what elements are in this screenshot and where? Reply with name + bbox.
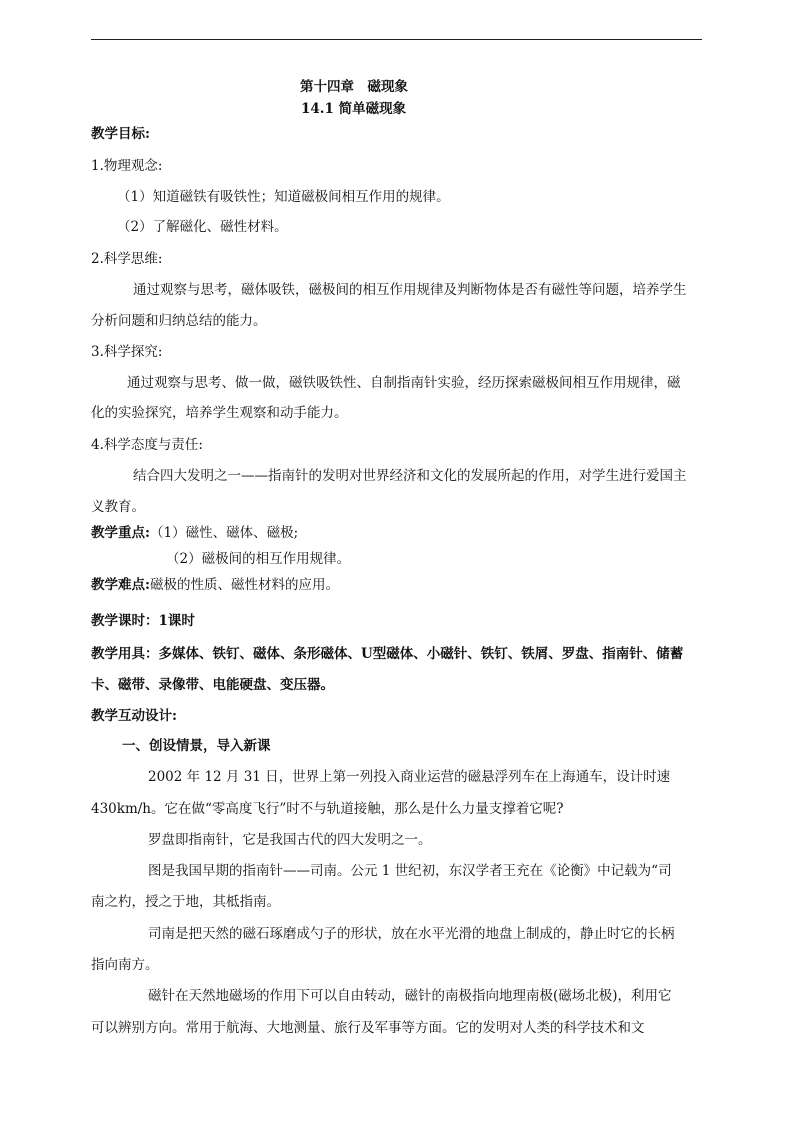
key-points-label: 教学重点: bbox=[91, 525, 150, 541]
objective-1-title: 1.物理观念: bbox=[91, 158, 163, 174]
header-rule bbox=[91, 39, 702, 40]
objective-4-title: 4.科学态度与责任: bbox=[91, 437, 203, 453]
lesson-title: 14.1 简单磁现象 bbox=[301, 101, 407, 117]
teaching-tools-line-2: 卡、磁带、录像带、电能硬盘、变压器。 bbox=[91, 677, 334, 693]
paragraph-3-line-1: 图是我国早期的指南针——司南。公元 1 世纪初，东汉学者王充在《论衡》中记载为“司 bbox=[148, 863, 672, 879]
difficulty-text: 磁极的性质、磁性材料的应用。 bbox=[149, 577, 339, 593]
chapter-title: 第十四章 磁现象 bbox=[300, 79, 408, 95]
objective-2-text-line-1: 通过观察与思考，磁体吸铁，磁极间的相互作用规律及判断物体是否有磁性等问题，培养学生 bbox=[133, 282, 687, 298]
objective-2-text-line-2: 分析问题和归纳总结的能力。 bbox=[91, 313, 267, 329]
paragraph-4-line-2: 指向南方。 bbox=[91, 957, 159, 973]
objective-3-text-line-2: 化的实验探究，培养学生观察和动手能力。 bbox=[91, 405, 348, 421]
difficulty-row bbox=[91, 576, 339, 594]
objective-4-text-line-2: 义教育。 bbox=[91, 499, 145, 515]
objective-2-title: 2.科学思维: bbox=[91, 251, 163, 267]
class-hours: 教学课时：1课时 bbox=[91, 613, 195, 629]
paragraph-1-line-2: 430km/h。它在做“零高度飞行”时不与轨道接触，那么是什么力量支撑着它呢? bbox=[91, 801, 564, 817]
difficulty-label: 教学难点: bbox=[91, 577, 150, 593]
paragraph-3-line-2: 南之杓，授之于地，其柢指南。 bbox=[91, 894, 280, 910]
objective-4-text-line-1: 结合四大发明之一——指南针的发明对世界经济和文化的发展所起的作用，对学生进行爱国主 bbox=[133, 468, 687, 484]
paragraph-5-line-1: 磁针在天然地磁场的作用下可以自由转动，磁针的南极指向地理南极(磁场北极)，利用它 bbox=[148, 988, 672, 1004]
objectives-heading: 教学目标: bbox=[91, 126, 150, 142]
key-points-item-2: （2）磁极间的相互作用规律。 bbox=[166, 551, 351, 567]
key-points-item-1: （1）磁性、磁体、磁极; bbox=[149, 525, 299, 541]
paragraph-4-line-1: 司南是把天然的磁石琢磨成勺子的形状，放在水平光滑的地盘上制成的，静止时它的长柄 bbox=[148, 926, 675, 942]
paragraph-2: 罗盘即指南针，它是我国古代的四大发明之一。 bbox=[148, 832, 432, 848]
design-heading: 教学互动设计: bbox=[91, 708, 177, 724]
section-1-heading: 一、创设情景，导入新课 bbox=[122, 738, 271, 754]
objective-1-item-2: （2）了解磁化、磁性材料。 bbox=[117, 219, 288, 235]
objective-3-text-line-1: 通过观察与思考、做一做，磁铁吸铁性、自制指南针实验，经历探索磁极间相互作用规律，磁 bbox=[127, 375, 681, 391]
teaching-tools-line-1: 教学用具：多媒体、铁钉、磁体、条形磁体、U型磁体、小磁针、铁钉、铁屑、罗盘、指南针、储蓄 bbox=[91, 646, 684, 662]
paragraph-5-line-2: 可以辨别方向。常用于航海、大地测量、旅行及军事等方面。它的发明对人类的科学技术和文 bbox=[91, 1020, 645, 1036]
objective-1-item-1: （1）知道磁铁有吸铁性；知道磁极间相互作用的规律。 bbox=[117, 189, 450, 205]
objective-3-title: 3.科学探究: bbox=[91, 344, 163, 360]
paragraph-1-line-1: 2002 年 12 月 31 日，世界上第一列投入商业运营的磁悬浮列车在上海通车，设计时速 bbox=[148, 769, 671, 785]
key-points-row-1 bbox=[91, 524, 298, 542]
